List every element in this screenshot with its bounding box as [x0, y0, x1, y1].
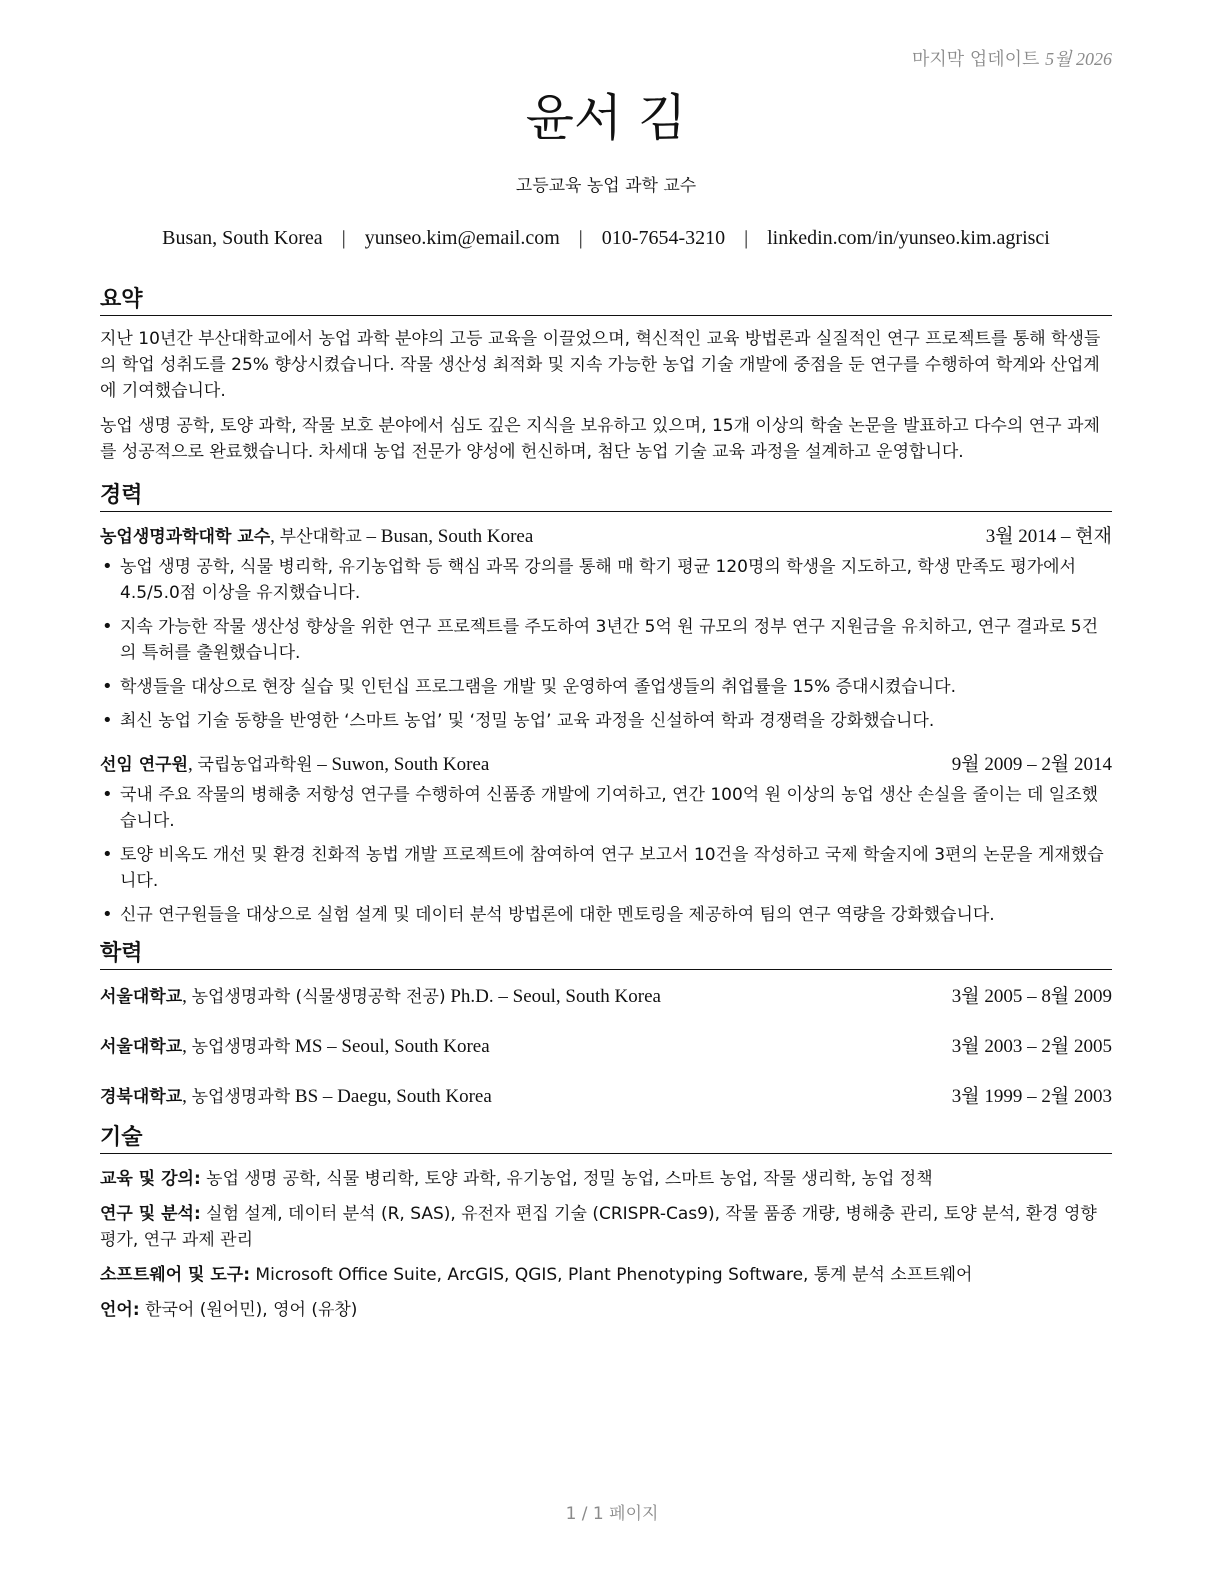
- contact-separator: |: [341, 227, 346, 249]
- education-school: 서울대학교: [100, 987, 183, 1007]
- job-location: Suwon, South Korea: [331, 754, 490, 775]
- contact-separator: |: [744, 227, 749, 249]
- education-entry: 서울대학교, 농업생명과학 (식물생명공학 전공) Ph.D. – Seoul, South Korea 3월 2005 – 8월 2009: [100, 984, 1112, 1010]
- job-header: [100, 524, 1112, 550]
- job-role: 선임 연구원: [100, 755, 189, 775]
- skill-label: 교육 및 강의:: [100, 1169, 201, 1189]
- contact-phone[interactable]: 010-7654-3210: [601, 227, 726, 249]
- skill-value: 한국어 (원어민), 영어 (유창): [145, 1300, 358, 1320]
- job-bullet: • 신규 연구원들을 대상으로 실험 설계 및 데이터 분석 방법론에 대한 멘토링을 제공하여 팀의 연구 역량을 강화했습니다.: [120, 902, 1112, 928]
- education-major: 농업생명과학 (식물생명공학 전공): [191, 987, 446, 1007]
- person-name: 윤서 김: [525, 89, 687, 147]
- job-role: 농업생명과학대학 교수: [100, 527, 271, 547]
- job-dates: 3월 2014 – 현재: [985, 526, 1112, 547]
- skill-value: 실험 설계, 데이터 분석 (R, SAS), 유전자 편집 기술 (CRISPR-Cas9), 작물 품종 개량, 병해충 관리, 토양 분석, 환경 영향 평가, 연구 과제 관리: [100, 1204, 1097, 1250]
- job-bullet: • 지속 가능한 작물 생산성 향상을 위한 연구 프로젝트를 주도하여 3년간 5억 원 규모의 정부 연구 지원금을 유치하고, 연구 결과로 5건의 특허를 출원했습니다.: [120, 614, 1112, 666]
- skill-value: 농업 생명 공학, 식물 병리학, 토양 과학, 유기농업, 정밀 농업, 스마트 농업, 작물 생리학, 농업 정책: [206, 1169, 933, 1189]
- section-heading-summary: 요약: [100, 286, 1112, 316]
- contact-email[interactable]: yunseo.kim@email.com: [364, 227, 560, 249]
- job-entry: [100, 752, 1112, 928]
- education-dates: 3월 2003 – 2월 2005: [951, 1036, 1112, 1057]
- skill-label: 연구 및 분석:: [100, 1204, 201, 1224]
- contact-separator: |: [578, 227, 583, 249]
- education-entry: 서울대학교, 농업생명과학 MS – Seoul, South Korea 3월 2003 – 2월 2005: [100, 1034, 1112, 1060]
- contact-linkedin[interactable]: linkedin.com/in/yunseo.kim.agrisci: [767, 227, 1050, 249]
- summary-paragraph: 지난 10년간 부산대학교에서 농업 과학 분야의 고등 교육을 이끌었으며, 혁신적인 교육 방법론과 실질적인 연구 프로젝트를 통해 학생들의 학업 성취도를 25% 향상시켰습니다. 작물 생산성 최적화 및 지속 가능한 농업 기술 개발에 중점을 둔 연구를 수행하여 학계와 산업계에 기여했습니다.: [100, 329, 1101, 401]
- job-org: 부산대학교: [279, 527, 362, 547]
- job-bullet: • 토양 비옥도 개선 및 환경 친화적 농법 개발 프로젝트에 참여하여 연구 보고서 10건을 작성하고 국제 학술지에 3편의 논문을 게재했습니다.: [120, 842, 1112, 894]
- last-updated: [912, 45, 1112, 71]
- job-bullets: [100, 554, 1112, 734]
- skill-line: [100, 1262, 1112, 1288]
- job-bullet: • 국내 주요 작물의 병해충 저항성 연구를 수행하여 신품종 개발에 기여하고, 연간 100억 원 이상의 농업 생산 손실을 줄이는 데 일조했습니다.: [120, 782, 1112, 834]
- job-bullet: • 최신 농업 기술 동향을 반영한 ‘스마트 농업’ 및 ‘정밀 농업’ 교육 과정을 신설하여 학과 경쟁력을 강화했습니다.: [120, 708, 1112, 734]
- page-number: 1 / 1 페이지: [565, 1504, 659, 1524]
- education-school: 경북대학교: [100, 1087, 183, 1107]
- contact-location: Busan, South Korea: [162, 227, 323, 249]
- contact-line: [100, 226, 1112, 250]
- education-degree: BS – Daegu, South Korea: [294, 1086, 492, 1107]
- skill-line: [100, 1166, 1112, 1192]
- education-dates: 3월 1999 – 2월 2003: [951, 1086, 1112, 1107]
- education-school: 서울대학교: [100, 1037, 183, 1057]
- education-degree: MS – Seoul, South Korea: [294, 1036, 490, 1057]
- job-bullets: [100, 782, 1112, 928]
- last-updated-date: 5월 2026: [1045, 49, 1112, 69]
- skill-label: 언어:: [100, 1300, 140, 1320]
- job-org: 국립농업과학원: [197, 755, 313, 775]
- job-title: 고등교육 농업 과학 교수: [515, 176, 697, 196]
- education-major: 농업생명과학: [191, 1037, 291, 1057]
- job-title-org: 농업생명과학대학 교수, 부산대학교 – Busan, South Korea: [100, 526, 534, 547]
- summary-paragraph: 농업 생명 공학, 토양 과학, 작물 보호 분야에서 심도 깊은 지식을 보유하고 있으며, 15개 이상의 학술 논문을 발표하고 다수의 연구 과제를 성공적으로 완료했습니다. 차세대 농업 전문가 양성에 헌신하며, 첨단 농업 기술 교육 과정을 설계하고 운영합니다.: [100, 416, 1100, 462]
- education-degree: Ph.D. – Seoul, South Korea: [450, 986, 661, 1007]
- section-heading-education: 학력: [100, 940, 1112, 970]
- skill-line: [100, 1297, 1112, 1323]
- section-heading-experience: 경력: [100, 482, 1112, 512]
- last-updated-label: 마지막 업데이트: [911, 49, 1040, 70]
- skill-label: 소프트웨어 및 도구:: [100, 1265, 251, 1285]
- job-bullet: • 농업 생명 공학, 식물 병리학, 유기농업학 등 핵심 과목 강의를 통해 매 학기 평균 120명의 학생을 지도하고, 학생 만족도 평가에서 4.5/5.0점 이상을 유지했습니다.: [120, 554, 1112, 606]
- education-dates: 3월 2005 – 8월 2009: [951, 986, 1112, 1007]
- education-major: 농업생명과학: [191, 1087, 291, 1107]
- job-dates: 9월 2009 – 2월 2014: [951, 754, 1112, 775]
- job-header: [100, 752, 1112, 778]
- section-heading-skills: 기술: [100, 1124, 1112, 1154]
- skill-value: Microsoft Office Suite, ArcGIS, QGIS, Plant Phenotyping Software, 통계 분석 소프트웨어: [255, 1265, 973, 1285]
- skill-line: [100, 1201, 1112, 1253]
- job-entry: [100, 524, 1112, 734]
- education-entry: 경북대학교, 농업생명과학 BS – Daegu, South Korea 3월 1999 – 2월 2003: [100, 1084, 1112, 1110]
- job-location: Busan, South Korea: [380, 526, 534, 547]
- job-bullet: • 학생들을 대상으로 현장 실습 및 인턴십 프로그램을 개발 및 운영하여 졸업생들의 취업률을 15% 증대시켰습니다.: [120, 674, 1112, 700]
- job-title-org: 선임 연구원, 국립농업과학원 – Suwon, South Korea: [100, 754, 490, 775]
